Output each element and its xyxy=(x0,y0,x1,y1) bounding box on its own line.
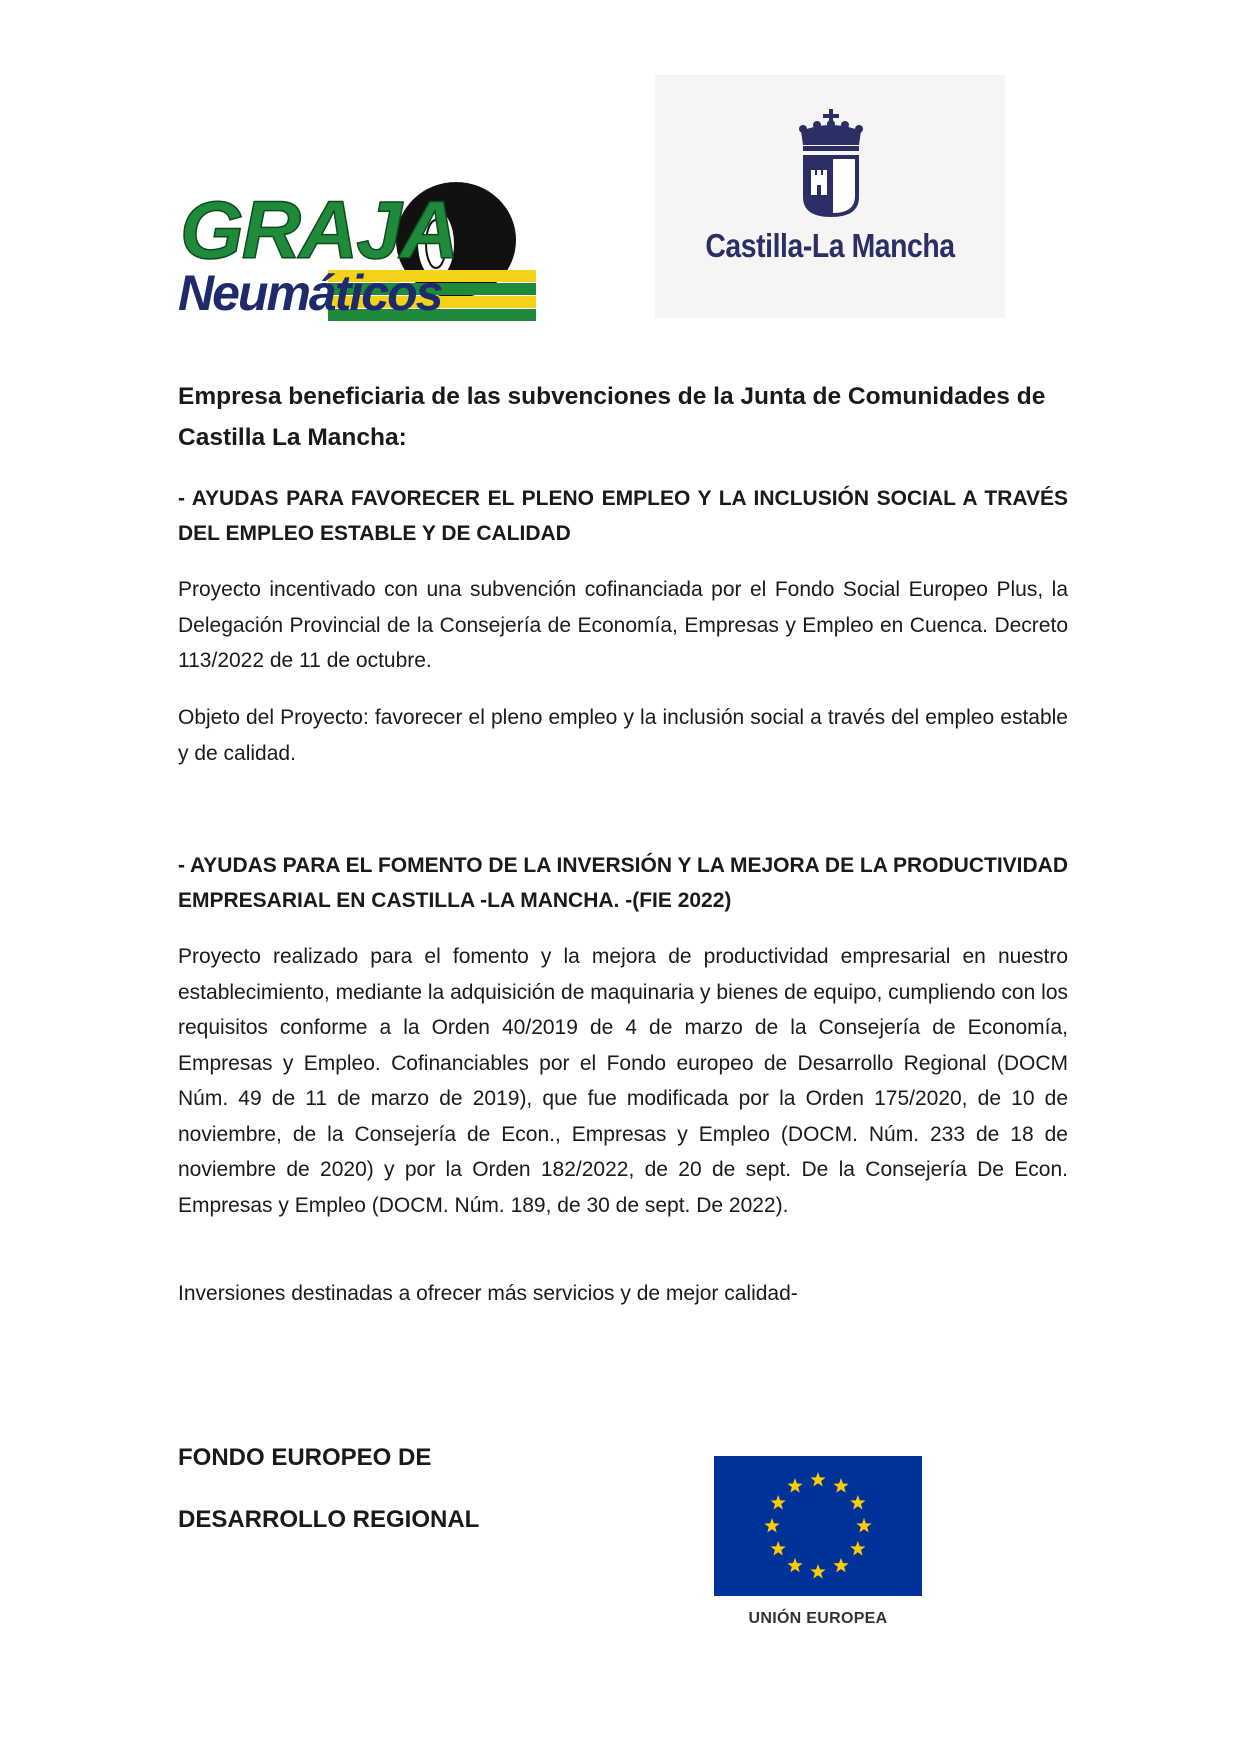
section1-paragraph2: Objeto del Proyecto: favorecer el pleno empleo y la inclusión social a través del empleo estable y de calidad. xyxy=(178,706,1068,765)
eu-flag-graphic xyxy=(714,1456,922,1596)
eu-flag-icon xyxy=(714,1456,922,1596)
neumaticos-word: Neumáticos xyxy=(178,265,442,321)
section2-paragraph1: Proyecto realizado para el fomento y la mejora de productividad empresarial en nuestro establecimiento, mediante la adquisición de maquinaria y bienes de equipo, cumpliendo con los requisitos conforme a la Orden 40/2019 de 4 de marzo de la Consejería de Economía, Empresas y Empleo. Cofinanciables por el Fondo europeo de Desarrollo Regional (DOCM Núm. 49 de 11 de marzo de 2019), que fue modificada por la Orden 175/2020, de 10 de noviembre, de la Consejería de Econ., Empresas y Empleo (DOCM. Núm. 233 de 18 de noviembre de 2020) y por la Orden 182/2022, de 20 de sept. De la Consejería De Econ. Empresas y Empleo (DOCM. Núm. 189, de 30 de sept. De 2022). xyxy=(178,945,1068,1217)
eu-caption: UNIÓN EUROPEA xyxy=(748,1610,888,1627)
section2-paragraph2: Inversiones destinadas a ofrecer más servicios y de mejor calidad- xyxy=(178,1282,798,1305)
clm-logo-label: Castilla-La Mancha xyxy=(705,227,955,264)
graja-logo-graphic xyxy=(178,182,538,322)
intro-title: Empresa beneficiaria de las subvenciones de la Junta de Comunidades de Castilla La Mancha: xyxy=(178,383,1046,451)
fund-label-line1: FONDO EUROPEO DE xyxy=(178,1444,432,1471)
graja-neumaticos-logo xyxy=(178,182,538,322)
clm-crest-icon xyxy=(655,75,1005,318)
graja-word: GRAJA xyxy=(180,185,458,276)
section1-paragraph1: Proyecto incentivado con una subvención cofinanciada por el Fondo Social Europeo Plus, la Delegación Provincial de la Consejería de Economía, Empresas y Empleo en Cuenca. Decreto 113/2022 de 11 de octubre. xyxy=(178,578,1068,672)
section1-heading: - AYUDAS PARA FAVORECER EL PLENO EMPLEO Y LA INCLUSIÓN SOCIAL A TRAVÉS DEL EMPLEO ESTABLE Y DE CALIDAD xyxy=(178,487,1068,545)
section2-heading: - AYUDAS PARA EL FOMENTO DE LA INVERSIÓN Y LA MEJORA DE LA PRODUCTIVIDAD EMPRESARIAL EN CASTILLA -LA MANCHA. -(FIE 2022) xyxy=(178,854,1068,912)
castilla-la-mancha-logo xyxy=(655,75,1005,318)
fund-label-line2: DESARROLLO REGIONAL xyxy=(178,1506,480,1533)
